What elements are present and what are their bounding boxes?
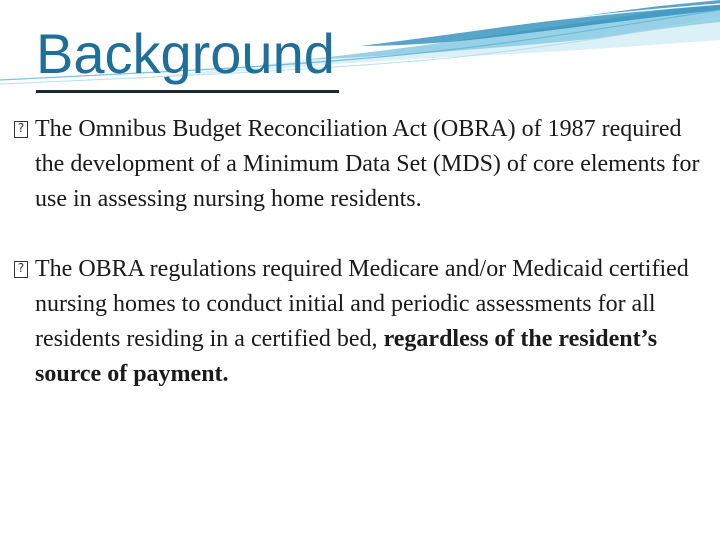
slide-title: Background [36, 18, 339, 93]
bullet-item [0, 252, 712, 392]
bullet-text: The Omnibus Budget Reconciliation Act (OBRA) of 1987 required the development of a Minimum Data Set (MDS) of core elements for use in assessing nursing home residents. [35, 116, 700, 212]
bullet-square-icon [14, 121, 28, 138]
bullet-square-icon [14, 261, 28, 278]
slide-body [0, 112, 712, 427]
bullet-text: The OBRA regulations required Medicare and/or Medicaid certified nursing homes to conduct initial and periodic assessments for all residents residing in a certified bed, [35, 256, 689, 352]
bullet-bold-text: regardless of the resident’s source of payment. [35, 326, 658, 387]
bullet-item [0, 112, 712, 217]
